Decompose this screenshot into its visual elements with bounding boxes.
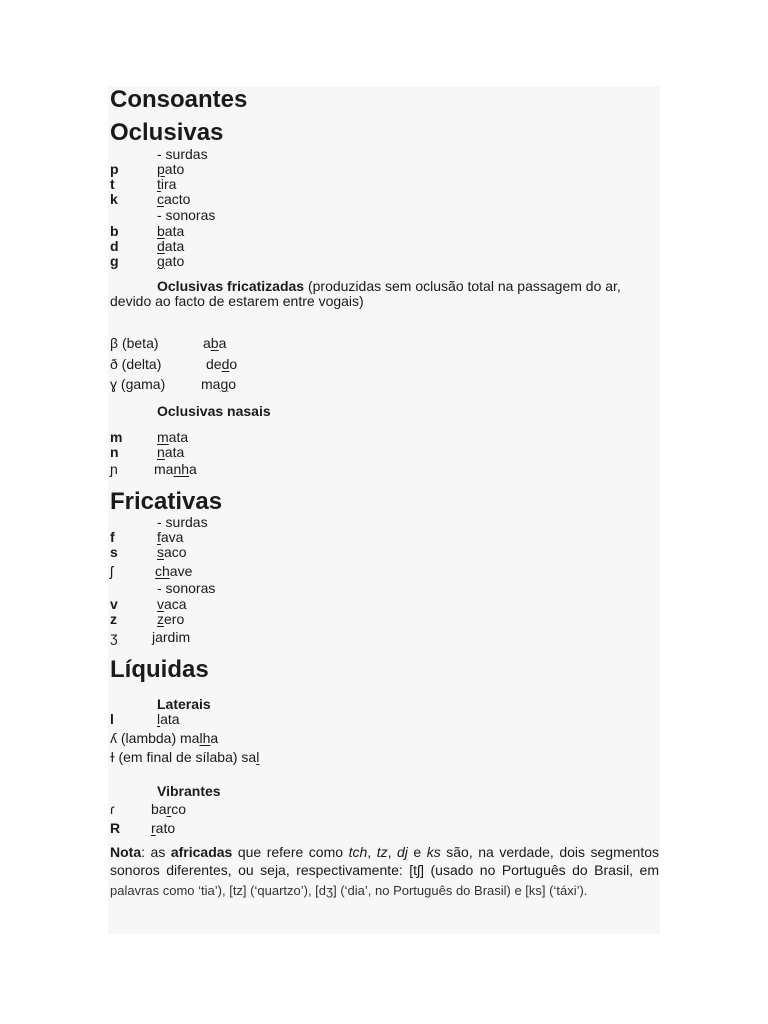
example-word: dedo: [206, 356, 238, 372]
label-sonoras: - sonoras: [157, 207, 216, 223]
example-word: saco: [157, 544, 187, 560]
symbol: n: [110, 444, 119, 460]
laterais-title: Laterais: [157, 696, 211, 712]
vibrantes-title: Vibrantes: [157, 783, 221, 799]
symbol: f: [110, 529, 115, 545]
example-word: barco: [151, 801, 187, 817]
symbol: k: [110, 191, 118, 207]
example-word: nata: [157, 444, 185, 460]
note-line-2: sonoros diferentes, ou seja, respectivamente: [tʃ] (usado no Português do Brasil, em: [110, 862, 659, 878]
example-word: mata: [157, 429, 189, 445]
example-word: lata: [157, 711, 180, 727]
symbol: ʃ: [110, 563, 114, 579]
symbol: l: [110, 711, 114, 727]
symbol: ɾ: [110, 801, 115, 817]
lambda-line: ʎ (lambda) malha: [110, 730, 219, 746]
example-word: bata: [157, 223, 185, 239]
symbol: b: [110, 223, 119, 239]
example-word: jardim: [152, 629, 191, 645]
note-line-3: palavras como ‘tia’), [tz] (‘quartzo’), [dʒ] (‘dia’, no Português do Brasil) e [ks] (‘táxi’).: [110, 883, 588, 898]
example-word: zero: [157, 611, 185, 627]
fricatizadas-intro: Oclusivas fricatizadas (produzidas sem oclusão total na passagem do ar,: [157, 278, 621, 294]
example-word: rato: [151, 820, 176, 836]
document-page: [108, 86, 660, 934]
example-word: gato: [157, 253, 185, 269]
page-title: Consoantes: [110, 86, 248, 113]
symbol: v: [110, 596, 118, 612]
symbol: ʒ: [110, 629, 118, 645]
label-surdas: - surdas: [157, 146, 208, 162]
symbol: R: [110, 820, 121, 836]
symbol: z: [110, 611, 117, 627]
symbol: t: [110, 176, 115, 192]
symbol: d: [110, 238, 119, 254]
symbol: m: [110, 429, 123, 445]
section-heading-oclusivas: Oclusivas: [110, 119, 224, 146]
symbol: β (beta): [110, 335, 159, 351]
symbol: ɣ (gama): [110, 376, 166, 392]
example-word: cacto: [157, 191, 191, 207]
example-word: pato: [157, 161, 185, 177]
nasais-title: Oclusivas nasais: [157, 403, 271, 419]
label-sonoras: - sonoras: [157, 580, 216, 596]
label-surdas: - surdas: [157, 514, 208, 530]
example-word: chave: [155, 563, 193, 579]
symbol: p: [110, 161, 119, 177]
example-word: fava: [157, 529, 184, 545]
note-line-1: Nota: as africadas que refere como tch, tz, dj e ks são, na verdade, dois segmentos: [110, 844, 660, 860]
symbol: ð (delta): [110, 356, 162, 372]
symbol: ɲ: [110, 461, 118, 477]
example-word: manha: [154, 461, 197, 477]
final-l-line: ɫ (em final de sílaba) sal: [110, 749, 260, 765]
example-word: vaca: [157, 596, 187, 612]
fricatizadas-intro-cont: devido ao facto de estarem entre vogais): [110, 293, 364, 309]
symbol: g: [110, 253, 119, 269]
example-word: data: [157, 238, 185, 254]
section-heading-fricativas: Fricativas: [110, 488, 223, 515]
example-word: mago: [201, 376, 237, 392]
example-word: tira: [157, 176, 177, 192]
symbol: s: [110, 544, 118, 560]
example-word: aba: [203, 335, 227, 351]
section-heading-liquidas: Líquidas: [110, 656, 209, 683]
